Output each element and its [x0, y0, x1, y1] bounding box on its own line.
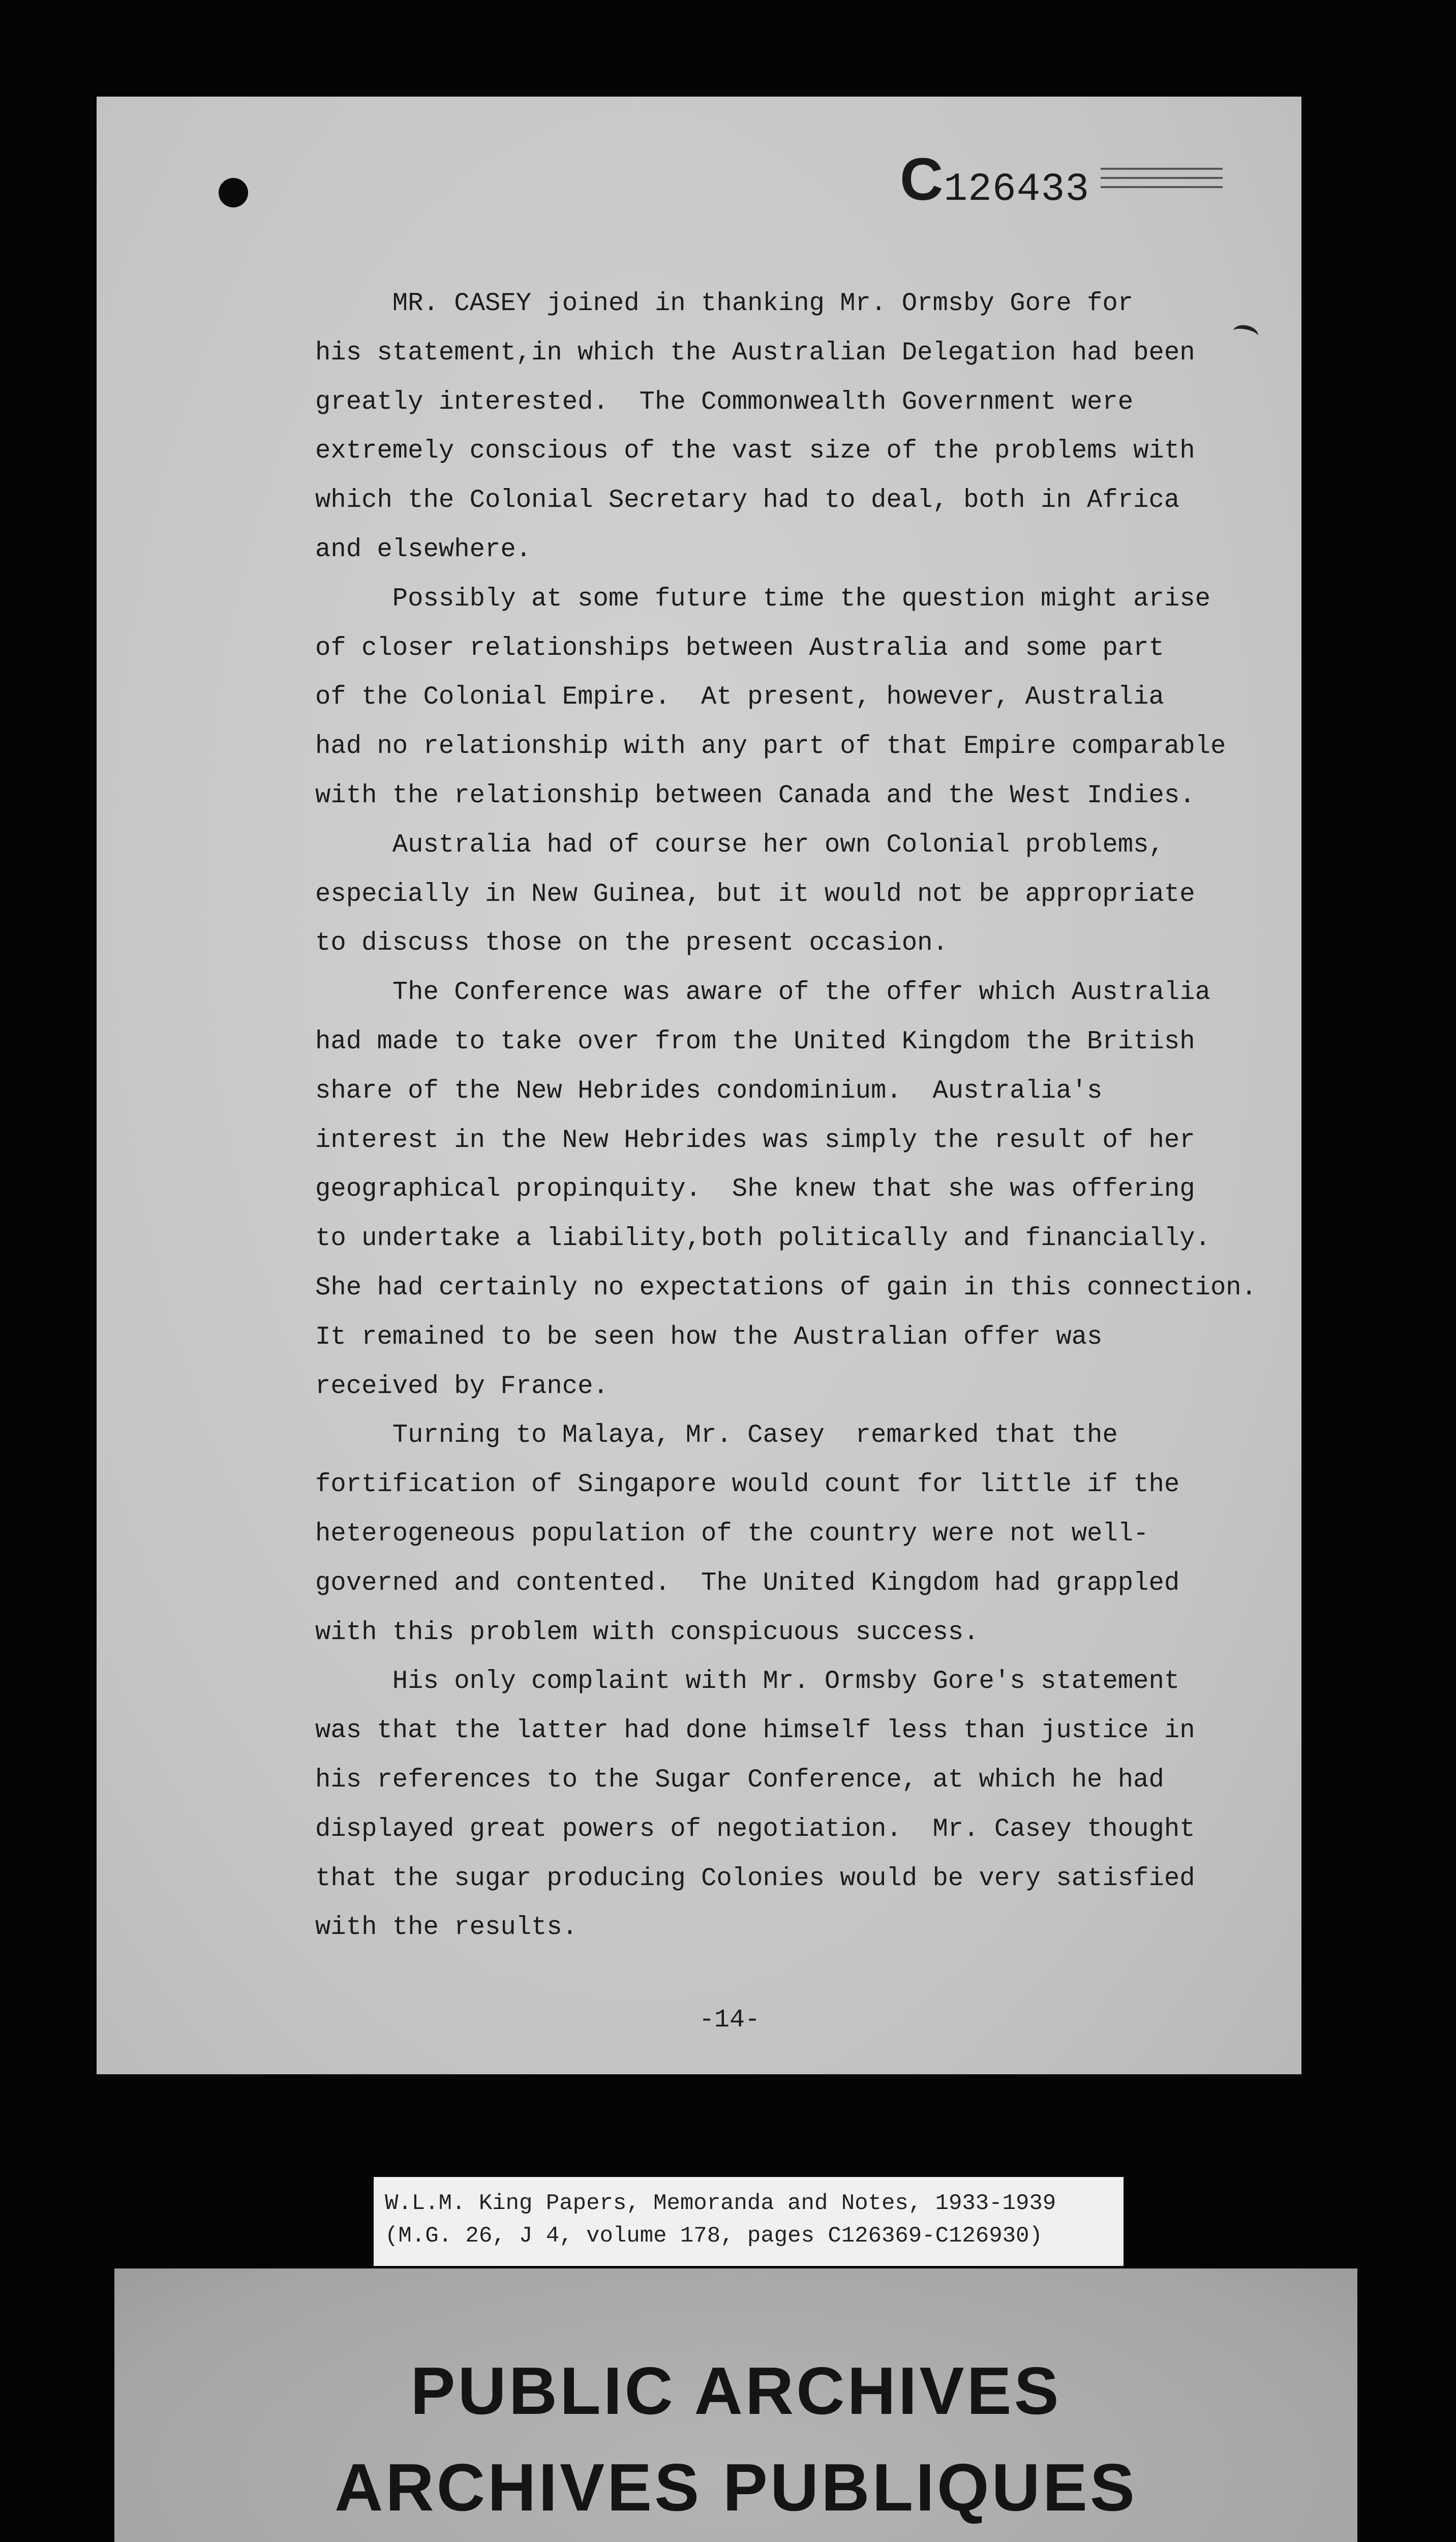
- reference-line-2: (M.G. 26, J 4, volume 178, pages C126369-C126930): [385, 2223, 1043, 2249]
- stamp-lines: [1101, 168, 1223, 203]
- page-number: -14-: [699, 2006, 761, 2035]
- paragraph-sugar-conference: His only complaint with Mr. Ormsby Gore's statement was that the latter had done himself less than justice in his references to the Sugar Conference, at which he had displayed great powers of negotiation. Mr. Casey thought that the sugar producing Colonies would be very satisfied with the results.: [315, 1667, 1195, 1943]
- paragraph-casey-thanks: MR. CASEY joined in thanking Mr. Ormsby Gore for his statement,in which the Australian Delegation had been greatly interested. The Commonwealth Government were extremely conscious of the vast size of the problems with which the Colonial Secretary had to deal, both in Africa and elsewhere.: [315, 289, 1195, 564]
- document-number-digits: 126433: [944, 167, 1090, 212]
- paragraph-closer-relationships: Possibly at some future time the question might arise of closer relationships between Australia and some part of the Colonial Empire. At present, however, Australia had no relationship with any part of that Empire comparable with the relationship between Canada and the West Indies.: [315, 584, 1226, 810]
- memorandum-body: [315, 280, 1296, 1953]
- document-number-prefix: C: [900, 146, 944, 213]
- paragraph-malaya: Turning to Malaya, Mr. Casey remarked that the fortification of Singapore would count for little if the heterogeneous population of the country were not well- governed and contented. The United Kingdom had grappled with this problem with conspicuous success.: [315, 1421, 1180, 1647]
- archive-title-english: PUBLIC ARCHIVES: [410, 2353, 1061, 2428]
- archive-card: [114, 2268, 1357, 2542]
- document-page: [97, 97, 1301, 2074]
- archive-reference-label: [374, 2177, 1124, 2266]
- reference-line-1: W.L.M. King Papers, Memoranda and Notes, 1933-1939: [385, 2191, 1056, 2216]
- paragraph-new-hebrides: The Conference was aware of the offer which Australia had made to take over from the United Kingdom the British share of the New Hebrides condominium. Australia's interest in the New Hebrides was simply the result of her geographical propinquity. She knew that she was offering to undertake a liability,both politically and financially. She had certainly no expectations of gain in this connection. It remained to be seen how the Australian offer was received by France.: [315, 978, 1257, 1401]
- archive-title-french: ARCHIVES PUBLIQUES: [335, 2450, 1137, 2525]
- document-number: [900, 145, 1089, 214]
- paragraph-colonial-problems: Australia had of course her own Colonial problems, especially in New Guinea, but it would not be appropriate to discuss those on the present occasion.: [315, 830, 1195, 958]
- punch-hole: [219, 178, 248, 207]
